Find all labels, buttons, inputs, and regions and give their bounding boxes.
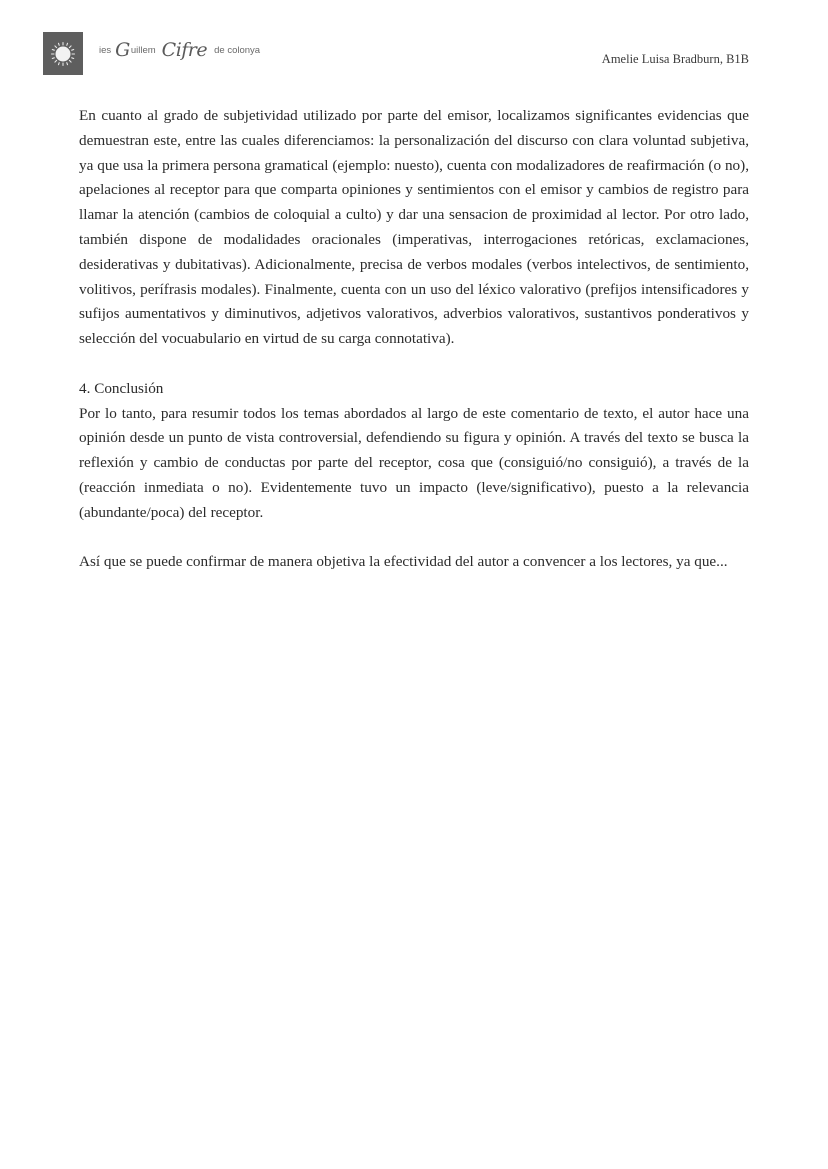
page-header xyxy=(0,0,828,90)
logo-name: uillem xyxy=(130,44,156,56)
logo-suffix: de colonya xyxy=(214,44,261,56)
paragraph-final: Así que se puede confirmar de manera objetiva la efectividad del autor a convencer a los lectores, ya que... xyxy=(79,553,728,571)
paragraph-subjectivity: En cuanto al grado de subjetividad utilizado por parte del emisor, localizamos significantes evidencias que demuestran este, entre las cuales diferenciamos: la personalización del discurso con clara voluntad subjetiva, ya que usa la primera persona gramatical (ejemplo: nuesto), cuenta con modalizadores de reafirmación (o no), apelaciones al receptor para que comparta opiniones y sentimientos con el emisor y cambios de registro para llamar la atención (cambios de coloquial a culto) y dar una sensacion de proximidad al lector. Por otro lado, también dispone de modalidades oracionales (imperativas, interrogaciones retóricas, exclamaciones, desiderativas y dubitativas). Adicionalmente, precisa de verbos modales (verbos intelectivos, de sentimiento, volitivos, perífrasis modales). Finalmente, cuenta con un uso del léxico valorativo (prefijos intensificadores y sufijos aumentativos y diminutivos, adjetivos valorativos, adverbios valorativos, sustantivos ponderativos y selección del vocuabulario en virtud de su carga connotativa). xyxy=(79,107,749,348)
document-body xyxy=(79,104,749,575)
section-heading: 4. Conclusión xyxy=(79,379,164,397)
logo-script-surname: Cifre xyxy=(161,39,208,61)
paragraph-conclusion: Por lo tanto, para resumir todos los temas abordados al largo de este comentario de texto, el autor hace una opinión desde un punto de vista controversial, defendiendo su figura y opinión. A través del texto se busca la reflexión y cambio de conductas por parte del receptor, cosa que (consiguió/no consiguió), a través de la (reacción inmediata o no). Evidentemente tuvo un impacto (leve/significativo), puesto a la relevancia (abundante/poca) del receptor. xyxy=(79,404,749,521)
author-name: Amelie Luisa Bradburn, B1B xyxy=(601,52,749,66)
logo-prefix: ies xyxy=(99,44,112,56)
school-name-logo xyxy=(96,36,263,64)
logo-script-initial: G xyxy=(115,39,130,61)
sun-icon xyxy=(50,41,76,67)
paragraph-spacer xyxy=(79,352,749,377)
paragraph-spacer xyxy=(79,526,749,551)
school-logo xyxy=(43,32,83,75)
